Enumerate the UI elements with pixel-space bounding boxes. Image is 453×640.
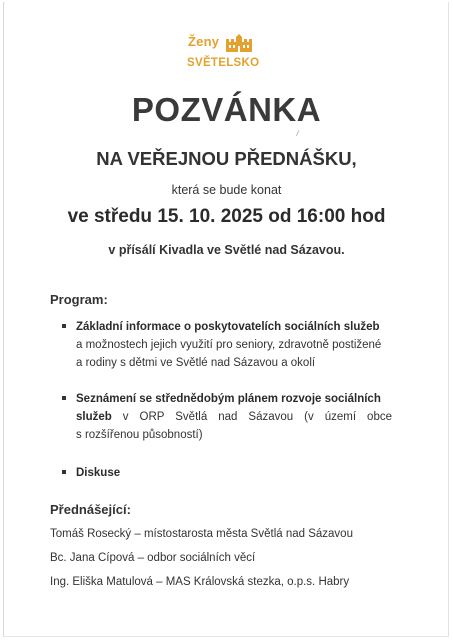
program-item-text: s rozšířenou působností) <box>76 429 203 441</box>
event-venue: v přísálí Kivadla ve Světlé nad Sázavou. <box>108 243 345 257</box>
list-item <box>62 318 392 372</box>
speaker-item: Bc. Jana Cípová – odbor sociálních věcí <box>50 552 256 564</box>
program-item-text: a možnostech jejich využití pro seniory, zdravotně postižené <box>76 339 382 351</box>
intro-text: která se bude konat <box>171 183 282 197</box>
page-title: POZVÁNKA <box>131 91 322 128</box>
bullet-icon <box>62 324 66 328</box>
program-list <box>62 318 392 482</box>
speakers-heading: Přednášející: <box>50 502 131 517</box>
speaker-item: Ing. Eliška Matulová – MAS Královská stezka, o.p.s. Habry <box>50 576 350 588</box>
speaker-item: Tomáš Rosecký – místostarosta města Světlá nad Sázavou <box>50 528 353 540</box>
list-item <box>62 390 392 444</box>
program-item-title: Diskuse <box>76 467 121 479</box>
castle-icon <box>224 34 254 54</box>
program-heading: Program: <box>50 292 108 307</box>
subtitle: NA VEŘEJNOU PŘEDNÁŠKU, <box>96 148 357 169</box>
event-datetime: ve středu 15. 10. 2025 od 16:00 hod <box>67 206 386 227</box>
program-item-title: Základní informace o poskytovatelích sociálních služeb <box>76 321 380 333</box>
logo <box>186 34 266 76</box>
list-item <box>62 464 392 482</box>
bullet-icon <box>62 396 66 400</box>
bullet-icon <box>62 470 66 474</box>
program-item-title: Seznámení se střednědobým plánem rozvoje sociálních <box>76 393 381 405</box>
program-item-text: a rodiny s dětmi ve Světlé nad Sázavou a okolí <box>76 357 316 369</box>
program-item-line <box>76 408 392 426</box>
logo-line-1: Ženy <box>188 34 220 49</box>
logo-line-2: SVĚTELSKO <box>187 57 260 69</box>
program-item-text: v ORP Světlá nad Sázavou (v území obce <box>111 411 392 423</box>
program-item-title-cont: služeb <box>76 411 112 423</box>
